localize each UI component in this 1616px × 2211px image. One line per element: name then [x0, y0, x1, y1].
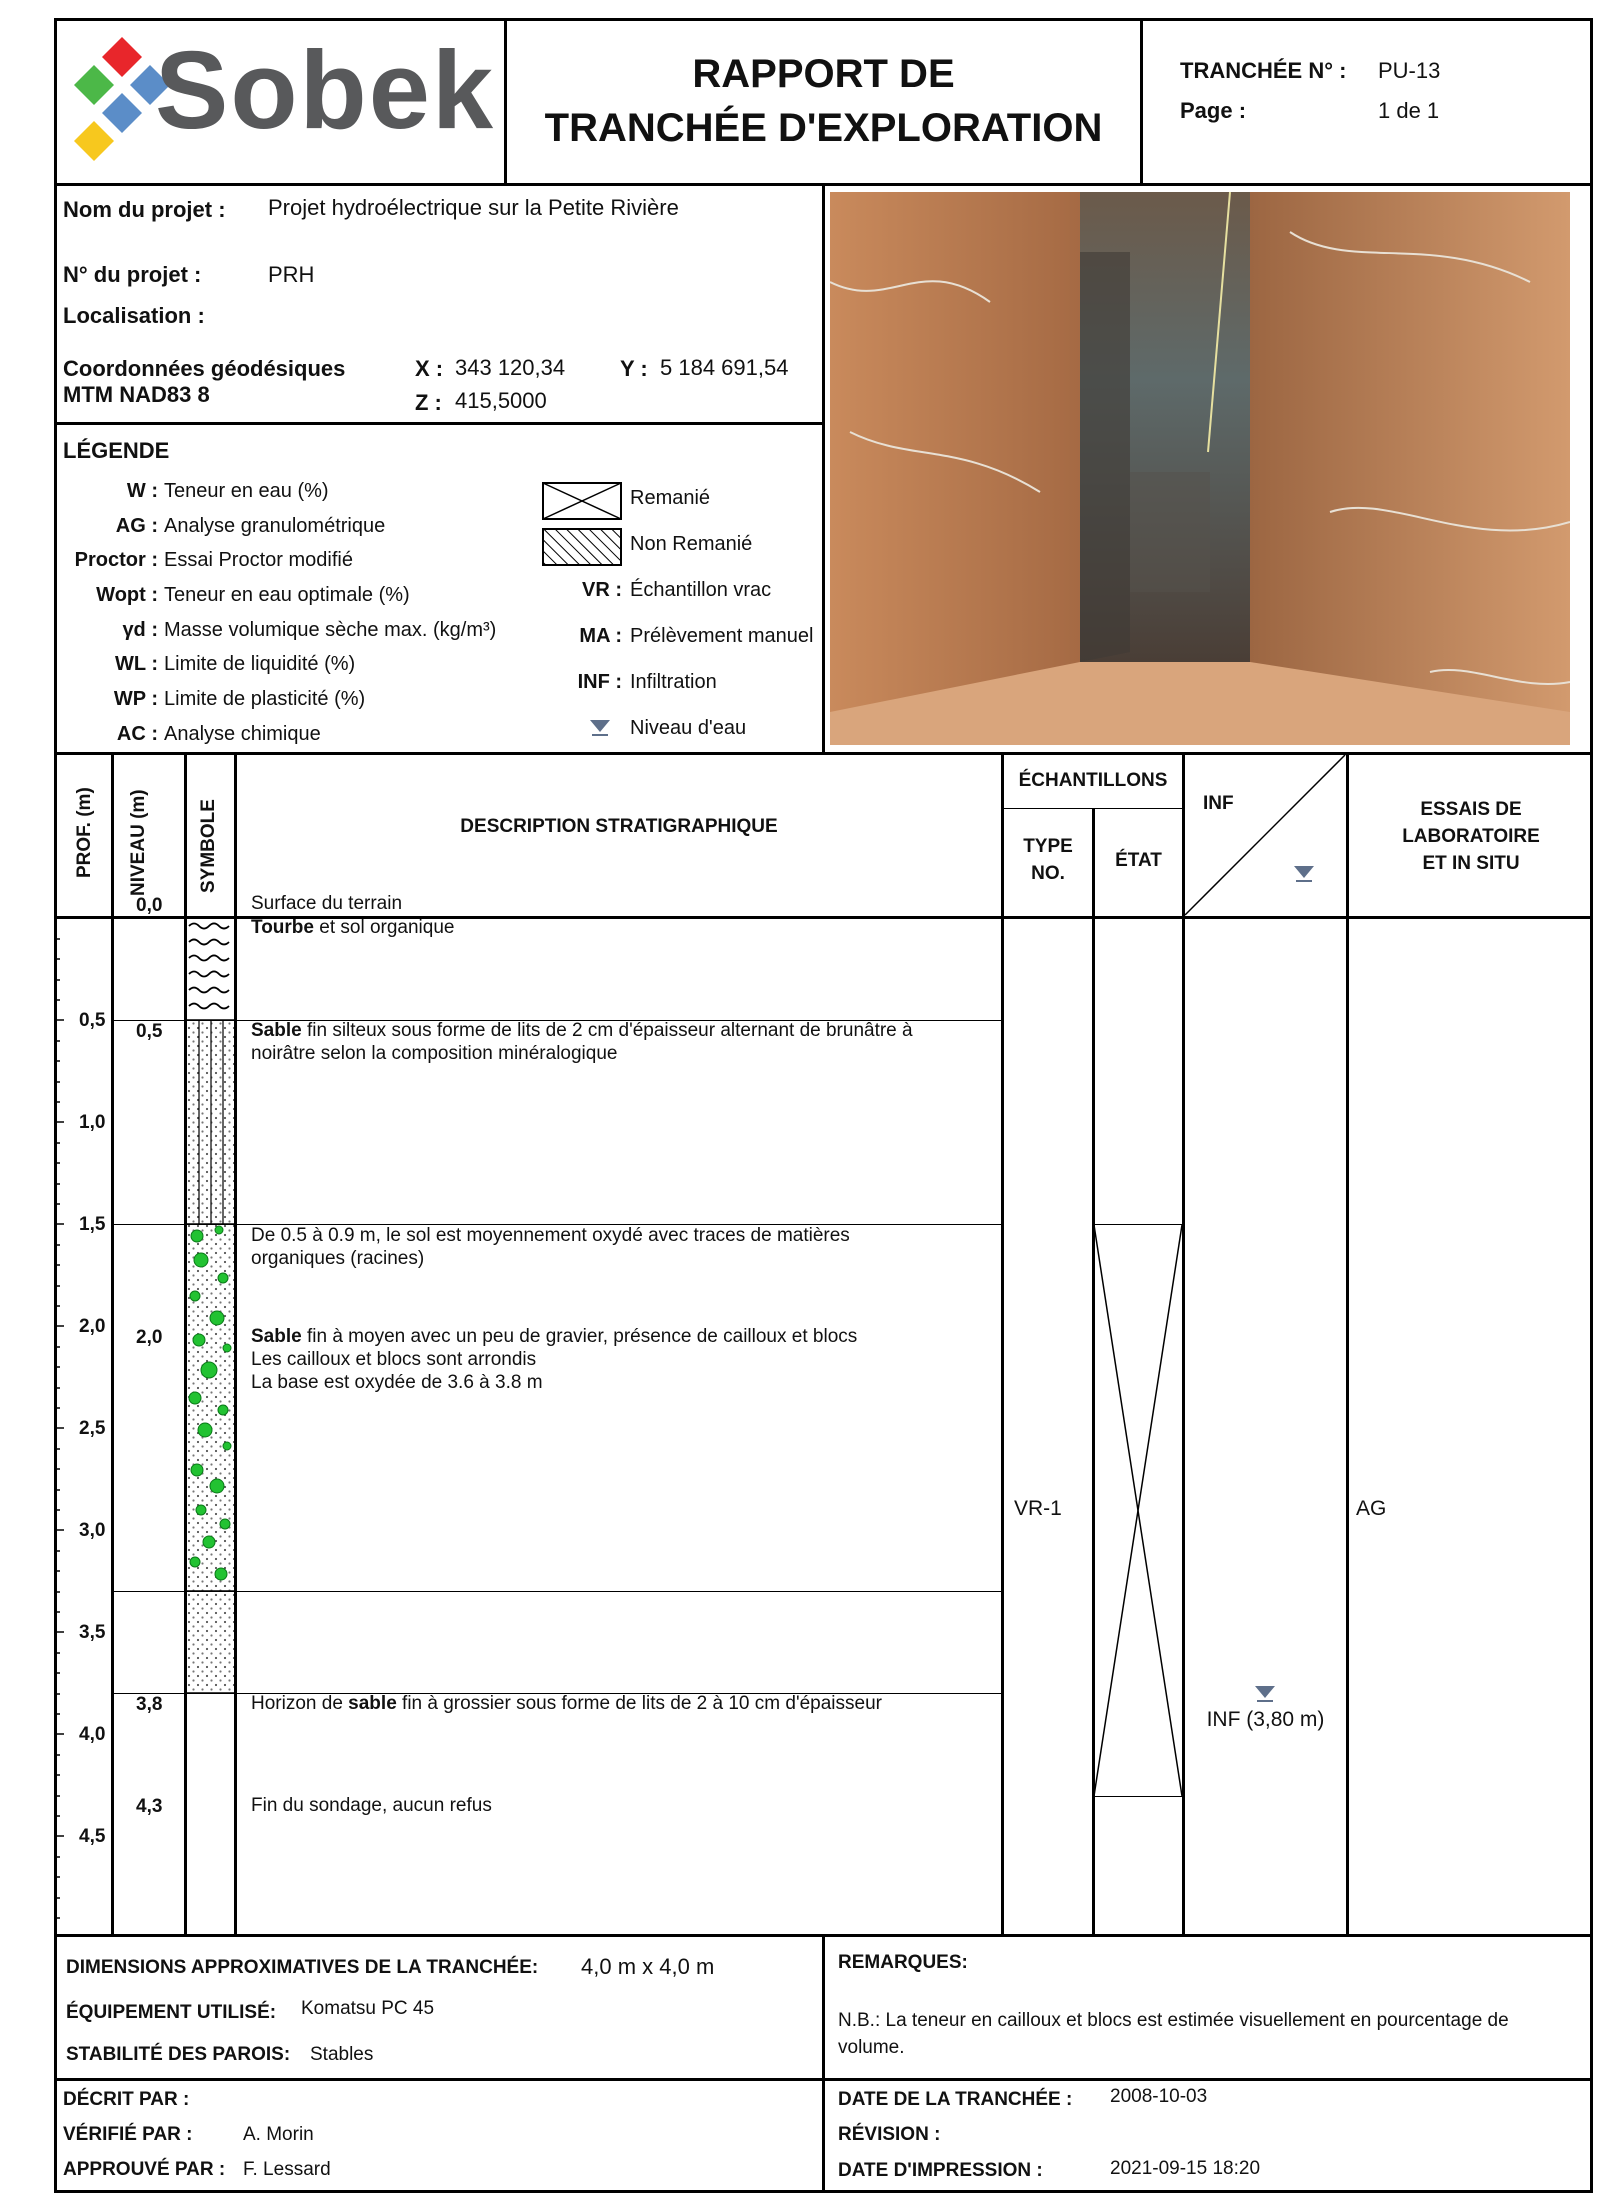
verified-by-label: VÉRIFIÉ PAR :: [63, 2124, 193, 2145]
type-no-header-line1: TYPE: [1023, 836, 1073, 857]
inf-header-diagonal: [1185, 755, 1346, 916]
stability-value: Stables: [310, 2044, 374, 2065]
revision-label: RÉVISION :: [838, 2124, 941, 2145]
logo: [70, 29, 496, 165]
legend-code: WL :: [115, 653, 158, 675]
layer-bold-term: Sable: [251, 1020, 302, 1041]
equipment-value: Komatsu PC 45: [301, 1998, 435, 2019]
logo-text: Sobek: [155, 29, 496, 152]
equipment-label: ÉQUIPEMENT UTILISÉ:: [66, 2002, 277, 2023]
trench-photo-image: [830, 192, 1570, 745]
verified-by-value: A. Morin: [243, 2124, 314, 2145]
layer-text-line2: Les cailloux et blocs sont arrondis: [251, 1349, 537, 1370]
legend-code: MA :: [579, 625, 622, 647]
layer-level: 0,5: [136, 1021, 163, 1042]
project-number-label: N° du projet :: [63, 262, 202, 287]
level-column-header: NIVEAU (m): [128, 789, 149, 896]
sample-type-no: VR-1: [1014, 1497, 1062, 1520]
legend-desc: Limite de liquidité (%): [164, 653, 356, 675]
peat-symbol: [189, 924, 229, 1009]
z-label: Z :: [415, 390, 442, 415]
depth-tick-label: 2,0: [79, 1316, 106, 1337]
legend-desc: Infiltration: [630, 671, 717, 693]
layer-text-line3: La base est oxydée de 3.6 à 3.8 m: [251, 1372, 543, 1393]
layer-description: [251, 1020, 913, 1042]
described-by-label: DÉCRIT PAR :: [63, 2089, 190, 2110]
legend-desc: Analyse granulométrique: [164, 515, 386, 537]
layer-level: 3,8: [136, 1694, 163, 1715]
layer-note-line1: De 0.5 à 0.9 m, le sol est moyennement oxydé avec traces de matières: [251, 1225, 850, 1246]
water-level-icon: [1253, 1684, 1277, 1706]
dimensions-label: DIMENSIONS APPROXIMATIVES DE LA TRANCHÉE:: [66, 1957, 539, 1978]
y-label: Y :: [620, 356, 648, 381]
legend-code: AG :: [115, 515, 158, 537]
x-value: 343 120,34: [455, 355, 566, 380]
legend-desc: Limite de plasticité (%): [164, 688, 366, 710]
print-date-value: 2021-09-15 18:20: [1110, 2158, 1261, 2179]
approved-by-label: APPROUVÉ PAR :: [63, 2159, 226, 2180]
water-level-icon: [588, 718, 612, 740]
layer-description: [251, 1326, 857, 1348]
legend-desc: Masse volumique sèche max. (kg/m³): [164, 619, 497, 641]
depth-column-header: PROF. (m): [74, 787, 95, 878]
remanie-state-icon: [1094, 1225, 1182, 1796]
depth-tick-label: 4,5: [79, 1826, 106, 1847]
approved-by-value: F. Lessard: [243, 2159, 331, 2180]
coords-label-line2: MTM NAD83 8: [63, 382, 210, 407]
depth-tick-label: 4,0: [79, 1724, 106, 1745]
layer-text: fin silteux sous forme de lits de 2 cm d'épaisseur alternant de brunâtre à: [301, 1020, 913, 1041]
type-no-header-line2: NO.: [1031, 863, 1065, 884]
symbol-column-header: SYMBOLE: [198, 799, 219, 893]
tests-value: AG: [1356, 1497, 1387, 1520]
legend-desc: Essai Proctor modifié: [164, 549, 353, 571]
water-level-icon: [1292, 864, 1316, 886]
layer-text-line2: noirâtre selon la composition minéralogique: [251, 1043, 618, 1064]
level-zero: 0,0: [136, 895, 163, 916]
legend-desc: Non Remanié: [630, 533, 753, 555]
inf-header: INF: [1203, 793, 1234, 814]
coords-label-line1: Coordonnées géodésiques: [63, 356, 346, 381]
trench-label: TRANCHÉE N° :: [1180, 58, 1347, 83]
project-number-value: PRH: [268, 262, 315, 287]
layer-level: 4,3: [136, 1796, 163, 1817]
layer-bold-term: sable: [348, 1693, 397, 1714]
layer-text-pre: Horizon de: [251, 1693, 349, 1714]
tests-header-line1: ESSAIS DE: [1420, 799, 1522, 820]
legend-code: W :: [126, 480, 158, 502]
depth-tick-label: 3,0: [79, 1520, 106, 1541]
tests-header-line2: LABORATOIRE: [1402, 826, 1540, 847]
z-value: 415,5000: [455, 388, 547, 413]
layer-note-line2: organiques (racines): [251, 1248, 425, 1269]
stratigraphic-symbol-column: [187, 918, 234, 1934]
trench-photo: [830, 192, 1570, 745]
layer-bold-term: Sable: [251, 1326, 302, 1347]
legend-desc: Remanié: [630, 487, 711, 509]
legend-code: γd :: [122, 619, 158, 641]
trench-date-label: DATE DE LA TRANCHÉE :: [838, 2089, 1073, 2110]
legend-desc: Niveau d'eau: [630, 717, 747, 739]
remarks-line2: volume.: [838, 2037, 905, 2058]
layer-text: fin à moyen avec un peu de gravier, présence de cailloux et blocs: [301, 1326, 858, 1347]
legend-code: Wopt :: [96, 584, 158, 606]
depth-tick-label: 2,5: [79, 1418, 106, 1439]
remanie-box-icon: [542, 482, 622, 520]
remarks-line1: N.B.: La teneur en cailloux et blocs est estimée visuellement en pourcentage de: [838, 2010, 1509, 2031]
state-header: ÉTAT: [1115, 850, 1162, 871]
legend-desc: Analyse chimique: [164, 723, 321, 745]
remarks-label: REMARQUES:: [838, 1952, 968, 1973]
report-title-line1: RAPPORT DE: [692, 52, 955, 96]
layer-text: fin à grossier sous forme de lits de 2 à 10 cm d'épaisseur: [396, 1693, 882, 1714]
legend-code: INF :: [577, 671, 622, 693]
legend-code: Proctor :: [74, 549, 158, 571]
layer-text: Fin du sondage, aucun refus: [251, 1795, 492, 1816]
legend-desc: Échantillon vrac: [630, 579, 772, 601]
page-label: Page :: [1180, 98, 1247, 123]
location-label: Localisation :: [63, 303, 205, 328]
ground-surface-label: Surface du terrain: [251, 893, 403, 914]
project-name-value: Projet hydroélectrique sur la Petite Rivière: [268, 195, 679, 220]
page-value: 1 de 1: [1378, 98, 1440, 123]
layer-description: [251, 917, 454, 939]
tests-header-line3: ET IN SITU: [1422, 853, 1520, 874]
description-column-header: DESCRIPTION STRATIGRAPHIQUE: [460, 816, 778, 837]
legend-desc: Prélèvement manuel: [630, 625, 814, 647]
depth-tick-label: 1,5: [79, 1214, 106, 1235]
trench-value: PU-13: [1378, 58, 1441, 83]
legend-title: LÉGENDE: [63, 438, 170, 463]
layer-text: et sol organique: [313, 917, 455, 938]
depth-tick-label: 1,0: [79, 1112, 106, 1133]
layer-bold-term: Tourbe: [251, 917, 314, 938]
samples-header: ÉCHANTILLONS: [1018, 770, 1168, 791]
inf-value: INF (3,80 m): [1206, 1708, 1325, 1731]
stability-label: STABILITÉ DES PAROIS:: [66, 2044, 291, 2065]
y-value: 5 184 691,54: [660, 355, 789, 380]
hatched-box-icon: [542, 528, 622, 566]
legend-desc: Teneur en eau (%): [164, 480, 329, 502]
depth-tick-label: 3,5: [79, 1622, 106, 1643]
dimensions-value: 4,0 m x 4,0 m: [581, 1954, 715, 1979]
layer-description: [251, 1693, 882, 1715]
report-title-line2: TRANCHÉE D'EXPLORATION: [544, 106, 1103, 150]
legend-code: VR :: [582, 579, 622, 601]
legend-code: AC :: [116, 723, 158, 745]
depth-tick-label: 0,5: [79, 1010, 106, 1031]
print-date-label: DATE D'IMPRESSION :: [838, 2160, 1043, 2181]
layer-level: 2,0: [136, 1327, 163, 1348]
trench-date-value: 2008-10-03: [1110, 2086, 1208, 2107]
legend-desc: Teneur en eau optimale (%): [164, 584, 410, 606]
project-name-label: Nom du projet :: [63, 197, 226, 222]
x-label: X :: [415, 356, 444, 381]
legend-code: WP :: [113, 688, 158, 710]
